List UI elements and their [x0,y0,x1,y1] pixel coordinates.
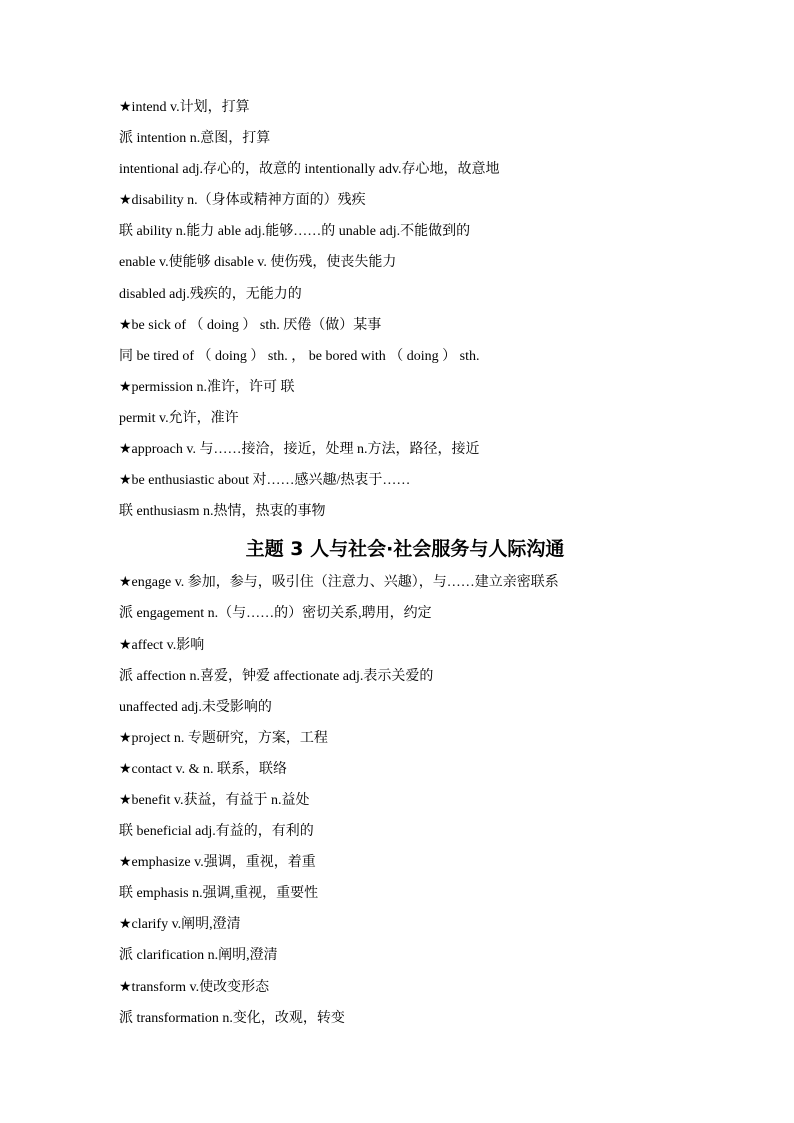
vocab-line: ★clarify v.阐明,澄清 [119,917,241,933]
vocab-line: ★emphasize v.强调，重视，着重 [119,855,316,871]
vocab-line: 派 transformation n.变化，改观，转变 [119,1010,345,1026]
vocab-line: ★engage v. 参加，参与，吸引住（注意力、兴趣），与……建立亲密联系 [119,575,559,591]
vocab-line: 派 engagement n.（与……的）密切关系,聘用，约定 [119,606,432,622]
vocab-line: 派 affection n.喜爱，钟爱 affectionate adj.表示关爱的 [119,668,434,684]
vocab-line: unaffected adj.未受影响的 [119,699,272,715]
vocab-line: ★transform v.使改变形态 [119,979,270,995]
vocab-line: ★benefit v.获益，有益于 n.益处 [119,792,310,808]
vocab-line: 联 enthusiasm n.热情，热衷的事物 [119,504,326,520]
vocab-line: enable v.使能够 disable v. 使伤残，使丧失能力 [119,255,397,271]
vocab-line: 同 be tired of （ doing ） sth. ， be bored with （ doing ） sth. [119,348,480,364]
vocab-line: permit v.允许，准许 [119,410,239,426]
vocab-line: intentional adj.存心的，故意的 intentionally adv.存心地，故意地 [119,162,500,178]
vocab-line: ★permission n.准许，许可 联 [119,379,295,395]
vocab-line: 联 beneficial adj.有益的，有利的 [119,824,314,840]
vocab-line: ★be enthusiastic about 对……感兴趣/热衷于…… [119,473,411,489]
vocab-line: 联 ability n.能力 able adj.能够……的 unable adj.不能做到的 [119,224,471,240]
vocab-line: ★be sick of （ doing ） sth. 厌倦（做）某事 [119,317,382,333]
vocab-line: ★disability n.（身体或精神方面的）残疾 [119,193,366,209]
vocabulary-list [119,92,679,1034]
vocab-line: ★contact v. & n. 联系，联络 [119,761,287,777]
vocab-line: ★affect v.影响 [119,637,205,653]
vocab-line: ★project n. 专题研究，方案，工程 [119,730,328,746]
vocab-line: 联 emphasis n.强调,重视，重要性 [119,886,319,902]
vocab-line: 派 clarification n.阐明,澄清 [119,948,278,964]
section-title: 主题 3 人与社会·社会服务与人际沟通 [245,538,565,561]
vocab-line: 派 intention n.意图，打算 [119,131,271,147]
vocab-line: ★approach v. 与……接洽，接近，处理 n.方法，路径，接近 [119,442,480,458]
vocab-line: disabled adj.残疾的，无能力的 [119,286,302,302]
vocab-line: ★intend v.计划，打算 [119,100,250,115]
